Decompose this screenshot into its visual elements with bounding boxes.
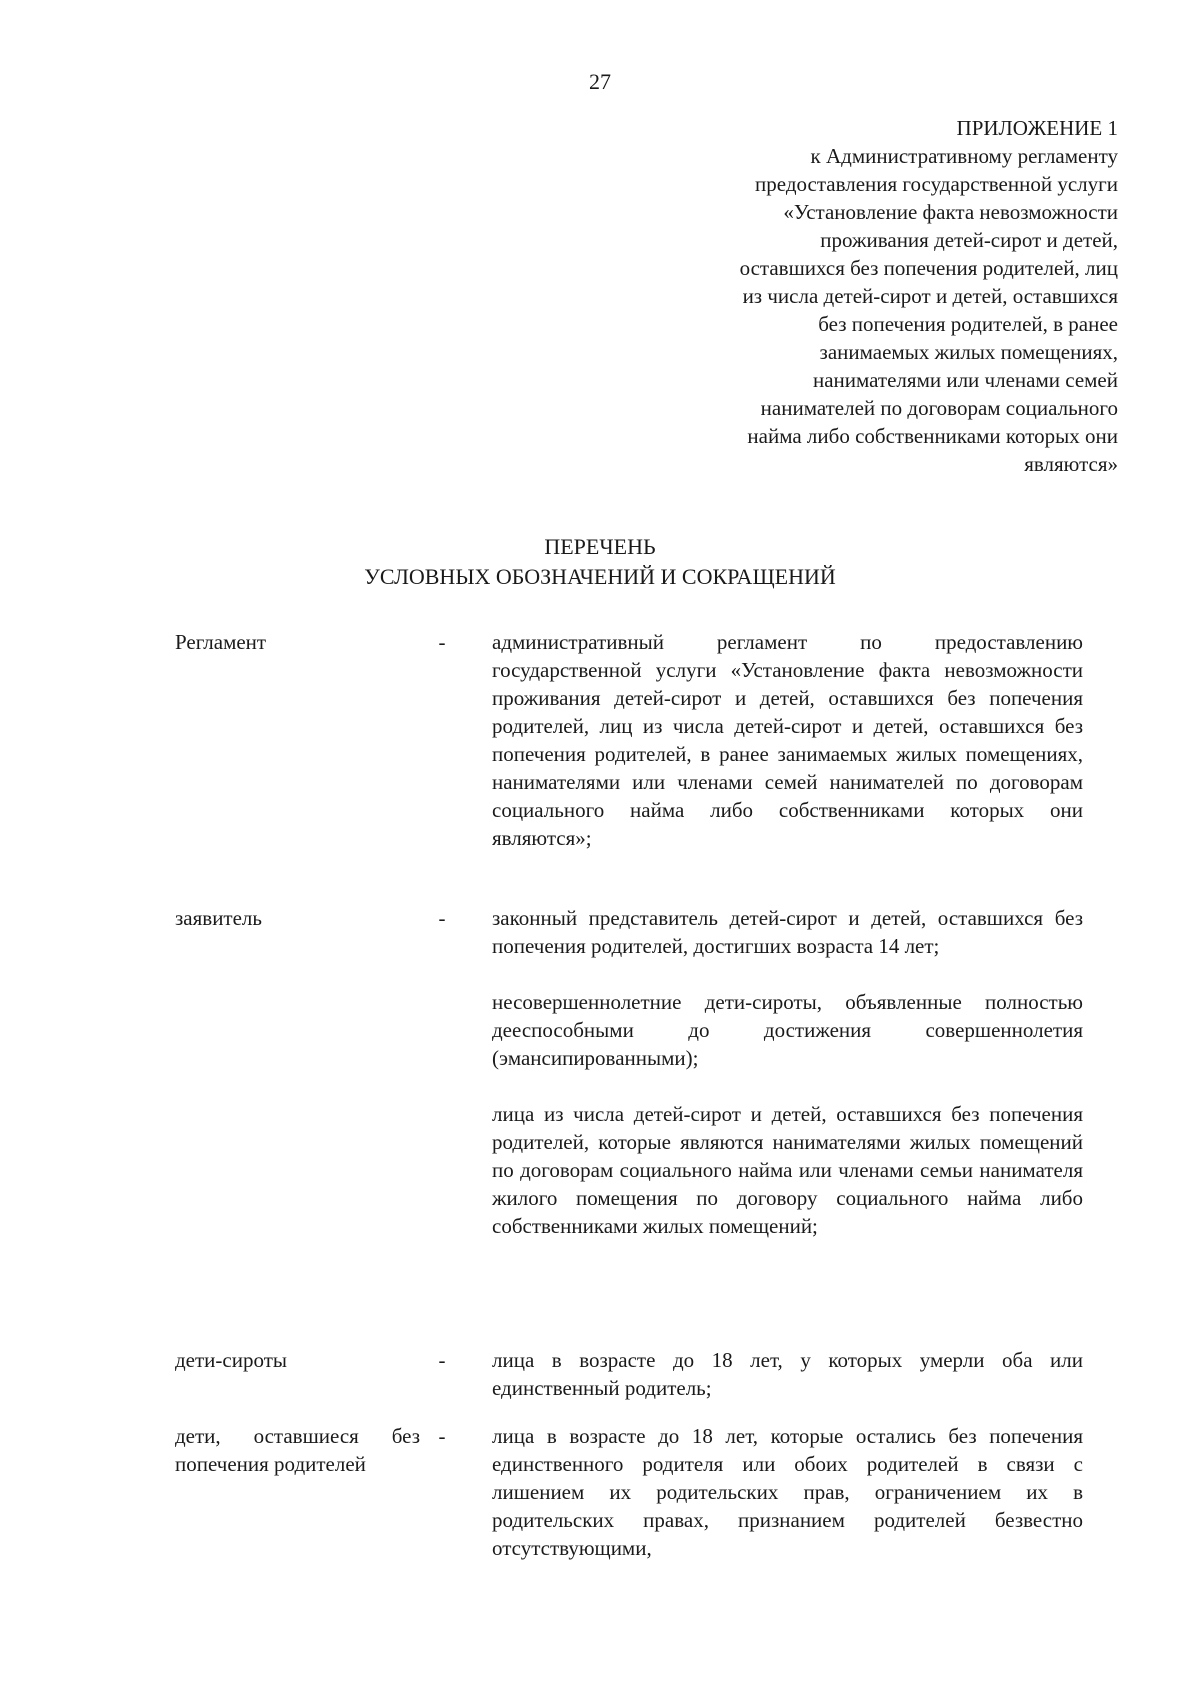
glossary-definition [492, 628, 1083, 880]
definition-paragraph: лица в возрасте до 18 лет, которые остались без попечения единственного родителя или обоих родителей в связи с лишением их родительских прав, ограничением их в родительских правах, признанием родителей безвестно отсутствующими, [492, 1424, 1083, 1560]
appendix-line: являются» [1024, 452, 1118, 476]
title-line-2: УСЛОВНЫХ ОБОЗНАЧЕНИЙ И СОКРАЩЕНИЙ [364, 564, 836, 589]
appendix-line: занимаемых жилых помещениях, [819, 340, 1118, 364]
glossary-term: заявитель [175, 906, 262, 930]
definition-paragraph: административный регламент по предоставлению государственной услуги «Установление факта невозможности проживания детей-сирот и детей, оставшихся без попечения родителей, лиц из числа детей-сирот и детей, оставшихся без попечения родителей, в ранее занимаемых жилых помещениях, нанимателями или членами семей нанимателей по договорам социального найма либо собственниками которых они являются»; [492, 630, 1083, 850]
appendix-line: нанимателями или членами семей [812, 368, 1118, 392]
appendix-line: проживания детей-сирот и детей, [820, 228, 1118, 252]
page-number: 27 [589, 69, 611, 94]
definition-paragraph: лица из числа детей-сирот и детей, оставшихся без попечения родителей, которые являются нанимателями жилых помещений по договорам социального найма или членами семьи нанимателя жилого помещения по договору социального найма либо собственниками жилых помещений; [492, 1102, 1083, 1238]
appendix-line: «Установление факта невозможности [783, 200, 1118, 224]
appendix-line: к Административному регламенту [810, 144, 1118, 168]
title-line-1: ПЕРЕЧЕНЬ [544, 534, 656, 559]
appendix-line: оставшихся без попечения родителей, лиц [739, 256, 1118, 280]
glossary-dash: - [438, 630, 446, 654]
appendix-line: ПРИЛОЖЕНИЕ 1 [956, 116, 1118, 140]
appendix-line: из числа детей-сирот и детей, оставшихся [742, 284, 1118, 308]
appendix-line: предоставления государственной услуги [755, 172, 1118, 196]
glossary-term: дети-сироты [175, 1348, 287, 1372]
definition-paragraph: несовершеннолетние дети-сироты, объявленные полностью дееспособными до достижения совершеннолетия (эмансипированными); [492, 990, 1083, 1070]
glossary-dash: - [438, 906, 446, 930]
glossary-definition [492, 904, 1083, 1268]
document-title [0, 532, 1200, 592]
appendix-line: найма либо собственниками которых они [747, 424, 1118, 448]
appendix-line: нанимателей по договорам социального [760, 396, 1118, 420]
glossary-dash: - [438, 1424, 446, 1448]
glossary-definition [492, 1346, 1083, 1430]
appendix-line: без попечения родителей, в ранее [818, 312, 1118, 336]
glossary-definition [492, 1422, 1083, 1590]
appendix-header [598, 114, 1118, 478]
definition-paragraph: лица в возрасте до 18 лет, у которых умерли оба или единственный родитель; [492, 1348, 1083, 1400]
glossary-term: Регламент [175, 630, 267, 654]
definition-paragraph: законный представитель детей-сирот и детей, оставшихся без попечения родителей, достигших возраста 14 лет; [492, 906, 1083, 958]
glossary-dash: - [438, 1348, 446, 1372]
glossary-term: дети, оставшиеся без попечения родителей [175, 1424, 420, 1476]
